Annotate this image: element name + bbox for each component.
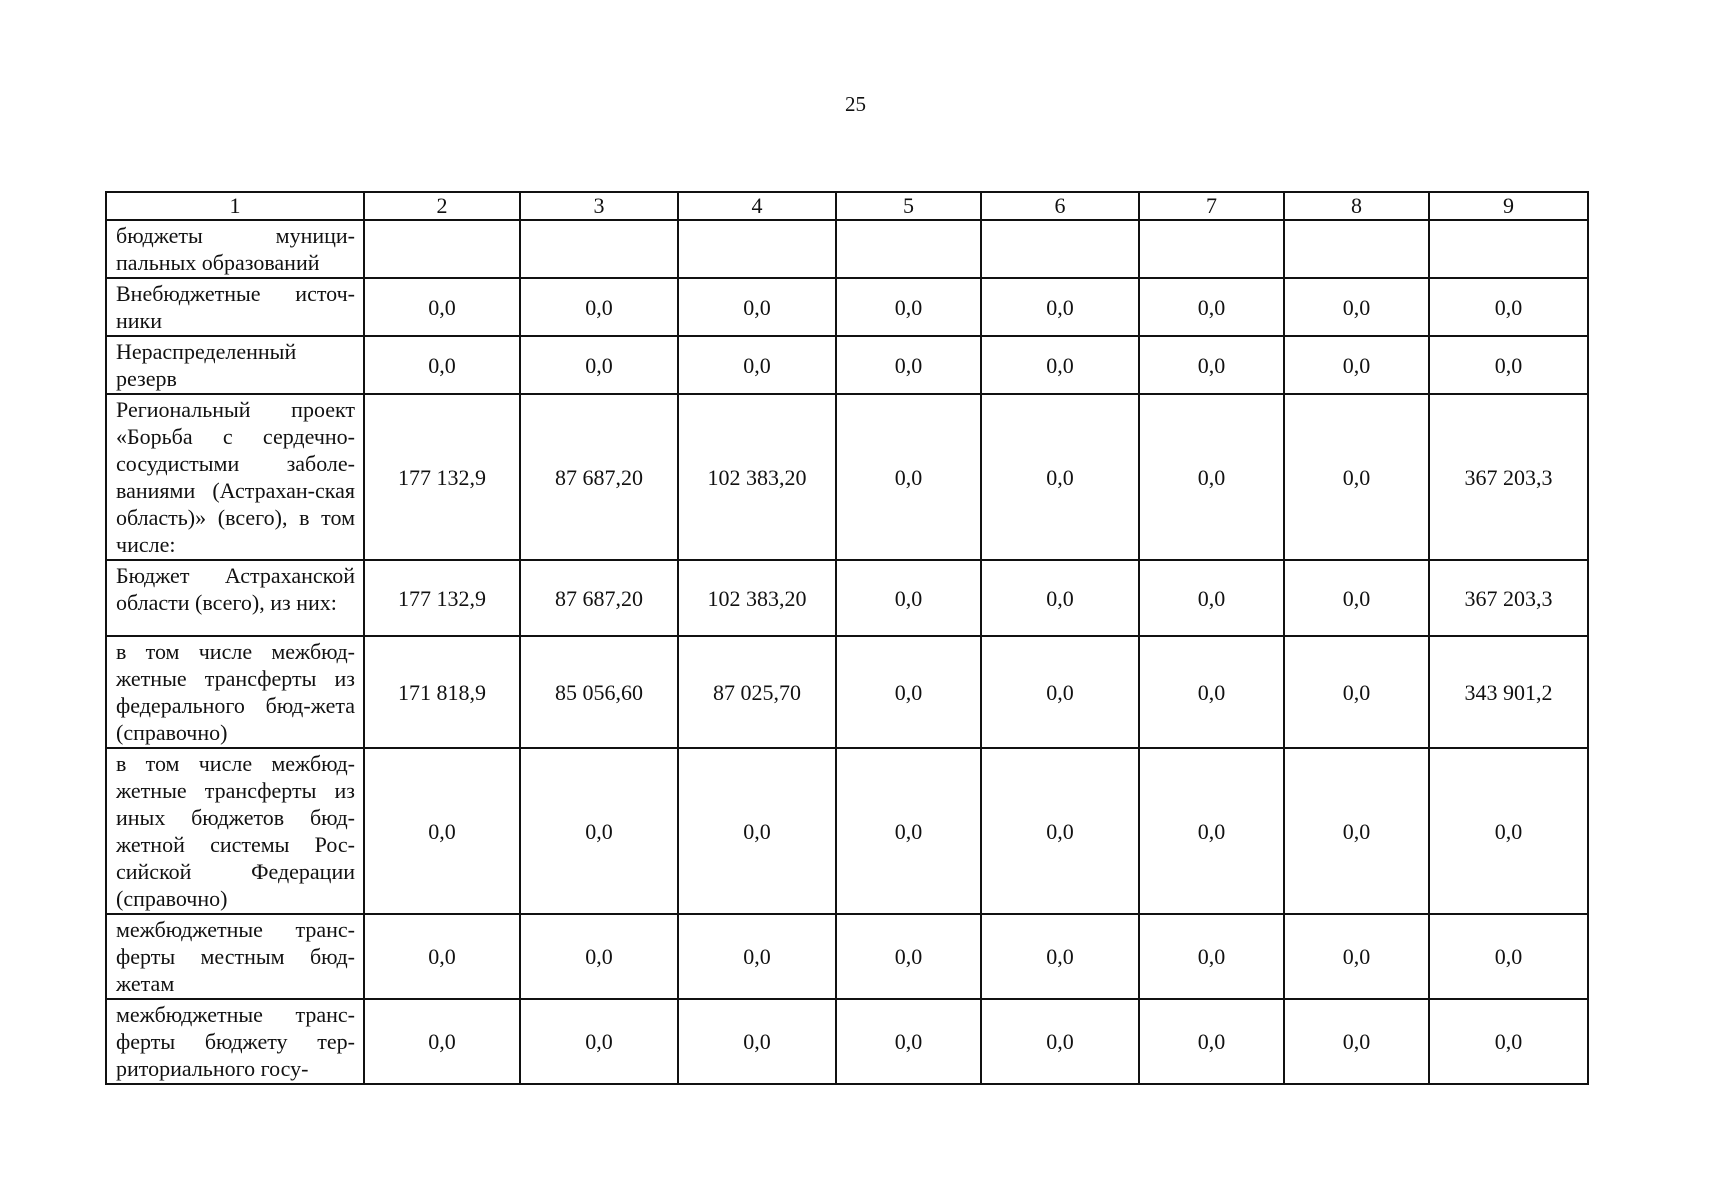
value-cell: 0,0: [678, 278, 836, 336]
value-cell: [1429, 220, 1588, 278]
table-row: [106, 999, 1588, 1084]
value-cell: [1284, 220, 1429, 278]
row-label: Нераспределенный резерв: [106, 336, 364, 394]
value-cell: 367 203,3: [1429, 394, 1588, 560]
page-number: 25: [845, 92, 866, 116]
value-cell: 0,0: [1139, 999, 1284, 1084]
value-cell: 367 203,3: [1429, 560, 1588, 636]
value-cell: 0,0: [981, 748, 1139, 914]
row-label: межбюджетные транс-ферты местным бюд-жетам: [106, 914, 364, 999]
value-cell: 0,0: [981, 636, 1139, 748]
value-cell: 0,0: [1429, 999, 1588, 1084]
value-cell: 102 383,20: [678, 560, 836, 636]
table-row: [106, 748, 1588, 914]
value-cell: 0,0: [1139, 336, 1284, 394]
column-number: 2: [364, 192, 520, 220]
value-cell: [678, 220, 836, 278]
value-cell: 0,0: [1284, 748, 1429, 914]
value-cell: 0,0: [520, 999, 678, 1084]
value-cell: 0,0: [1139, 394, 1284, 560]
value-cell: 0,0: [520, 914, 678, 999]
value-cell: 0,0: [836, 278, 981, 336]
value-cell: 0,0: [836, 914, 981, 999]
value-cell: 0,0: [1139, 560, 1284, 636]
column-number: 5: [836, 192, 981, 220]
value-cell: 0,0: [1429, 748, 1588, 914]
value-cell: 0,0: [836, 394, 981, 560]
value-cell: 171 818,9: [364, 636, 520, 748]
value-cell: 0,0: [1284, 560, 1429, 636]
value-cell: 87 687,20: [520, 394, 678, 560]
value-cell: 0,0: [836, 336, 981, 394]
value-cell: 0,0: [1284, 278, 1429, 336]
value-cell: 0,0: [520, 278, 678, 336]
value-cell: 0,0: [1284, 636, 1429, 748]
row-label: Бюджет Астраханской области (всего), из них:: [106, 560, 364, 636]
table-row: [106, 636, 1588, 748]
value-cell: 0,0: [364, 999, 520, 1084]
value-cell: 0,0: [678, 999, 836, 1084]
column-number: 4: [678, 192, 836, 220]
row-label: межбюджетные транс-ферты бюджету тер-риториального госу-: [106, 999, 364, 1084]
table-row: [106, 560, 1588, 636]
value-cell: 87 025,70: [678, 636, 836, 748]
row-label: Региональный проект «Борьба с сердечно-сосудистыми заболе-ваниями (Астрахан-ская область)» (всего), в том числе:: [106, 394, 364, 560]
value-cell: 0,0: [836, 999, 981, 1084]
value-cell: 85 056,60: [520, 636, 678, 748]
value-cell: 0,0: [678, 748, 836, 914]
row-label: в том числе межбюд-жетные трансферты из федерального бюд-жета (справочно): [106, 636, 364, 748]
table-row: [106, 394, 1588, 560]
table-row: [106, 278, 1588, 336]
budget-table: [105, 191, 1589, 1085]
value-cell: 0,0: [1139, 636, 1284, 748]
table-row: [106, 336, 1588, 394]
value-cell: 177 132,9: [364, 394, 520, 560]
value-cell: 0,0: [1139, 278, 1284, 336]
value-cell: 0,0: [364, 748, 520, 914]
value-cell: 0,0: [520, 336, 678, 394]
value-cell: 0,0: [364, 336, 520, 394]
row-label: в том числе межбюд-жетные трансферты из иных бюджетов бюд-жетной системы Рос-сийской Федерации (справочно): [106, 748, 364, 914]
value-cell: 0,0: [1284, 999, 1429, 1084]
value-cell: 0,0: [836, 748, 981, 914]
value-cell: 0,0: [364, 278, 520, 336]
value-cell: [520, 220, 678, 278]
value-cell: 0,0: [981, 336, 1139, 394]
value-cell: 0,0: [1139, 914, 1284, 999]
value-cell: 0,0: [836, 560, 981, 636]
column-number: 3: [520, 192, 678, 220]
value-cell: 0,0: [836, 636, 981, 748]
value-cell: 177 132,9: [364, 560, 520, 636]
value-cell: 0,0: [981, 914, 1139, 999]
value-cell: [981, 220, 1139, 278]
row-label: бюджеты муници-пальных образований: [106, 220, 364, 278]
value-cell: [1139, 220, 1284, 278]
value-cell: 0,0: [1429, 914, 1588, 999]
column-number-row: [106, 192, 1588, 220]
value-cell: 0,0: [981, 999, 1139, 1084]
value-cell: 0,0: [1284, 914, 1429, 999]
value-cell: 0,0: [520, 748, 678, 914]
value-cell: 0,0: [1284, 336, 1429, 394]
value-cell: 0,0: [364, 914, 520, 999]
value-cell: 0,0: [1284, 394, 1429, 560]
table-row: [106, 220, 1588, 278]
table-row: [106, 914, 1588, 999]
column-number: 7: [1139, 192, 1284, 220]
column-number: 9: [1429, 192, 1588, 220]
value-cell: 0,0: [981, 278, 1139, 336]
value-cell: [364, 220, 520, 278]
value-cell: 343 901,2: [1429, 636, 1588, 748]
value-cell: 0,0: [981, 394, 1139, 560]
value-cell: [836, 220, 981, 278]
value-cell: 0,0: [981, 560, 1139, 636]
column-number: 8: [1284, 192, 1429, 220]
value-cell: 102 383,20: [678, 394, 836, 560]
value-cell: 0,0: [1139, 748, 1284, 914]
column-number: 6: [981, 192, 1139, 220]
value-cell: 87 687,20: [520, 560, 678, 636]
row-label: Внебюджетные источ-ники: [106, 278, 364, 336]
value-cell: 0,0: [1429, 278, 1588, 336]
value-cell: 0,0: [678, 336, 836, 394]
value-cell: 0,0: [1429, 336, 1588, 394]
value-cell: 0,0: [678, 914, 836, 999]
column-number: 1: [106, 192, 364, 220]
